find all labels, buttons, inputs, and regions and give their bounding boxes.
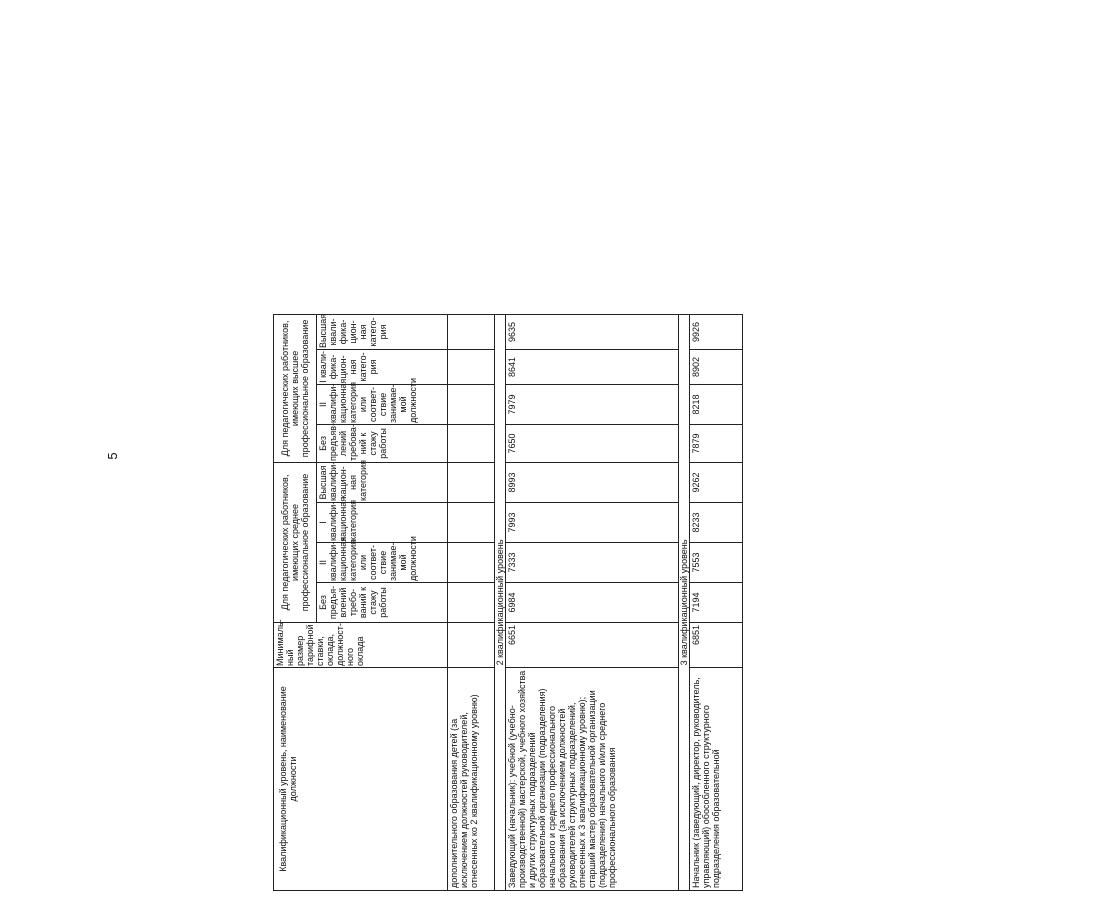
- header-sub-7: I квали-фика-цион-ная катего-рия: [317, 349, 448, 384]
- level-3-value-6: 8218: [690, 385, 743, 425]
- level-2-value-7: 8641: [506, 350, 679, 385]
- header-higher-education: Для педагогических работников, имеющих высшее профессиональное образование: [274, 314, 317, 462]
- header-sub-3: I квалифи-кационная категория: [317, 503, 448, 543]
- level-3-value-3: 8233: [690, 503, 743, 543]
- header-min-rate: Минималь-ный размер тарифной ставки, оклада, должност-ного оклада: [274, 623, 448, 668]
- cell-empty: [448, 349, 495, 384]
- header-row-1: [274, 60, 317, 890]
- blank-area: [274, 60, 496, 314]
- rotated-table-container: [273, 61, 721, 891]
- level-2-value-8: 9635: [506, 314, 679, 349]
- level-3-position-name: Начальник (заведующий, директор, руководитель, управляющий) обособленного структурного подразделения образовательной: [690, 668, 743, 891]
- level-2-value-1: 6984: [506, 583, 679, 623]
- header-sub-2: II квалифи-кационная категория или соответ-ствие занимае-мой должности: [317, 543, 448, 583]
- level-2-value-3: 7993: [506, 503, 679, 543]
- salary-table: [273, 60, 495, 891]
- level-3-value-8: 9926: [690, 314, 743, 349]
- level-3-label: 3 квалификационный уровень: [679, 314, 690, 890]
- level-3-value-7: 8902: [690, 350, 743, 385]
- cell-empty: [448, 623, 495, 668]
- header-sub-5: Без предъяв-лений требова-ний к стажу работы: [317, 424, 448, 462]
- table-row-level-3: [690, 60, 743, 890]
- level-2-label: 2 квалификационный уровень: [495, 314, 506, 890]
- level-3-value-5: 7879: [690, 425, 743, 463]
- level-2-value-2: 7333: [506, 543, 679, 583]
- header-sub-8: Высшая квали-фика-цион-ная катего-рия: [317, 314, 448, 349]
- level-3-value-1: 7194: [690, 583, 743, 623]
- salary-table-body: [494, 60, 743, 891]
- header-secondary-education: Для педагогических работников, имеющих среднее профессиональное образование: [274, 462, 317, 622]
- cell-empty: [448, 314, 495, 349]
- header-level-name: Квалификационный уровень, наименование должности: [274, 668, 448, 891]
- blank-area: [679, 60, 690, 314]
- level-3-value-4: 9262: [690, 463, 743, 503]
- cell-empty: [448, 543, 495, 583]
- blank-area: [495, 60, 506, 314]
- header-sub-4: Высшая квалифи-кацион-ная категория: [317, 462, 448, 502]
- level-2-row: [495, 60, 506, 890]
- level-2-position-name: Заведующий (начальник): учебной (учебно-производственной) мастерской, учебного хозяйства и других структурных подразделений образовательной организации (подразделения) начального и среднего профессионального образования (за исключением должностей руководителей структурных подразделений, отнесенных к 3 квалификационному уровню); старший мастер образовательной организации (подразделения) начального и/или среднего профессионального образования: [506, 668, 679, 891]
- level-3-value-rate: 6851: [690, 623, 743, 668]
- level-3-row: [679, 60, 690, 890]
- blank-area: [690, 60, 743, 314]
- level-3-value-2: 7553: [690, 543, 743, 583]
- level-2-value-6: 7979: [506, 385, 679, 425]
- blank-area: [506, 60, 679, 314]
- table-row-level-2: [506, 60, 679, 890]
- cell-empty: [448, 503, 495, 543]
- page-number: 5: [105, 452, 120, 460]
- level-2-value-5: 7650: [506, 425, 679, 463]
- cell-empty: [448, 462, 495, 502]
- header-sub-6: II квалифи-кационная категория или соответ-ствие занимае-мой должности: [317, 384, 448, 424]
- header-sub-1: Без предъя-влений требо-ваний к стажу работы: [317, 583, 448, 623]
- row-continuation-name: дополнительного образования детей (за исключением должностей руководителей, отнесенных ко 2 квалификационному уровню): [448, 668, 495, 891]
- level-2-value-rate: 6651: [506, 623, 679, 668]
- cell-empty: [448, 424, 495, 462]
- level-2-value-4: 8993: [506, 463, 679, 503]
- cell-empty: [448, 583, 495, 623]
- cell-empty: [448, 384, 495, 424]
